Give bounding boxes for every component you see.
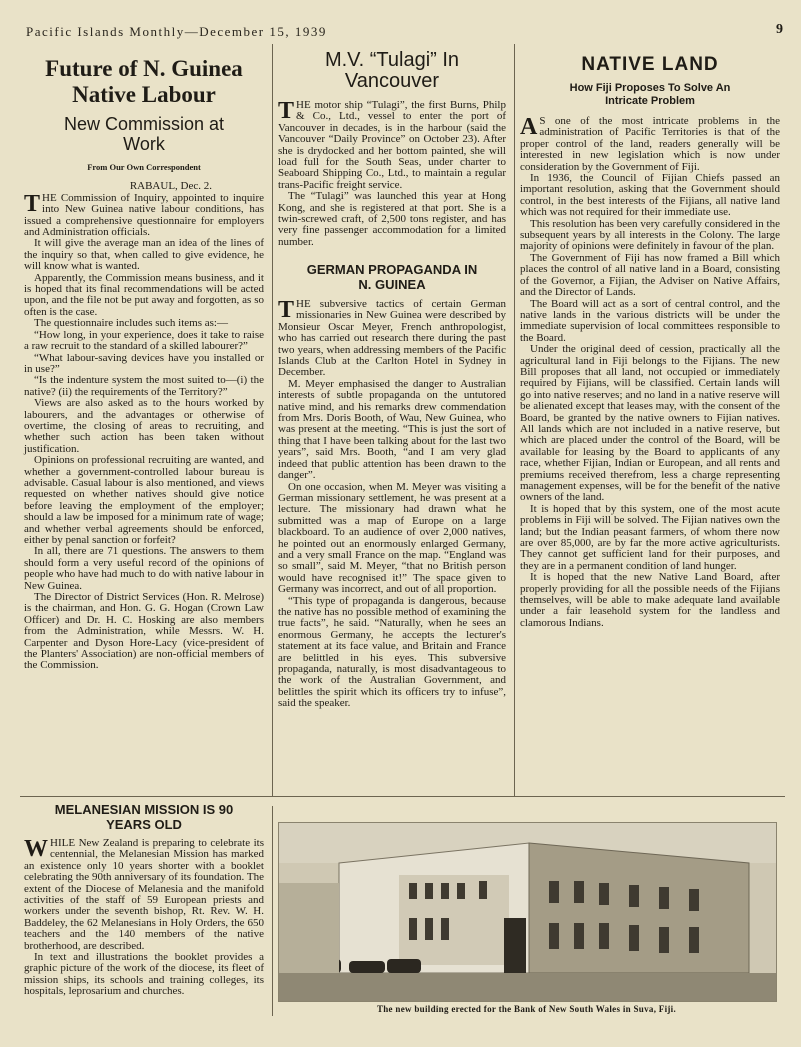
article-title: Future of N. Guinea Native Labour — [45, 56, 243, 107]
paragraph — [24, 592, 264, 672]
paragraph-text: S one of the most intricate problems in the administration of Pacific Territories is that of the proper control of the land, readers generally will be interested in new legislation which is now under consideration by the Government of Fiji. — [520, 115, 780, 173]
paragraph — [24, 330, 264, 353]
paragraph-text: Views are also asked as to the hours worked by labourers, and the advantages or otherwise of overtime, the closing of areas to recruiting, and whether such action has been taken without justification. — [24, 397, 264, 455]
paragraph — [520, 572, 780, 629]
article-title: GERMAN PROPAGANDA IN N. GUINEA — [306, 262, 478, 292]
byline: From Our Own Correspondent — [87, 162, 201, 172]
paragraph — [24, 546, 264, 592]
paragraph — [520, 173, 780, 219]
drop-cap: A — [520, 114, 538, 140]
drop-cap: T — [278, 98, 295, 124]
paragraph — [24, 238, 264, 272]
drop-cap: T — [24, 190, 41, 217]
paragraph — [278, 482, 506, 596]
running-header: Pacific Islands Monthly—December 15, 1939 — [26, 24, 327, 39]
paragraph-text: “How long, in your experience, does it take to raise a raw recruit to the standard of a skilled labourer?” — [24, 328, 264, 353]
paragraph — [278, 191, 506, 248]
drop-cap: W — [24, 836, 48, 862]
paragraph-text: “This type of propaganda is dangerous, because the native has no possible method of examining the true facts”, he said. “Naturally, when he sees an enormous Germany, he accepts the lecturer's statement at its face value, and Britain and France are belittled in his eyes. This subversive propaganda, naturally, is most disadvantageous to the work of the Australian Government, and belittles the spirit which its officers try to infuse”, said the speaker. — [278, 594, 506, 710]
article-subtitle: New Commission at Work — [63, 114, 225, 154]
paragraph-text: In all, there are 71 questions. The answers to them should form a very useful record of the opinions of people who have had much to do with native labour in New Guinea. — [24, 545, 264, 592]
paragraph-text: It will give the average man an idea of the lines of the inquiry so that, when called to give evidence, he will know what is wanted. — [24, 237, 264, 273]
drop-cap: T — [278, 297, 295, 323]
paragraph — [24, 273, 264, 319]
article-tulagi-vancouver — [278, 50, 506, 248]
paragraph-text: HE motor ship “Tulagi”, the first Burns, Philp & Co., Ltd., vessel to enter the port of Vancouver in decades, is in the harbour (said the Vancouver “Daily Province” on October 23). After she is drydocked and her bottom painted, she will load full for the South Seas, under charter to Seaboard Shipping Co., Ltd., to maintain a regular trans-Pacific freight service. — [278, 99, 506, 191]
paragraph-text: HE subversive tactics of certain German missionaries in New Guinea were described by Monsieur Oscar Meyer, French anthropologist, who has carried out research there during the past two years, when addressing members of the Pacific Islands Club at the Carlton Hotel in Sydney in December. — [278, 298, 506, 379]
paragraph — [24, 353, 264, 376]
article-title: MELANESIAN MISSION IS 90 YEARS OLD — [54, 802, 234, 832]
building-illustration — [279, 823, 776, 1001]
paragraph-text: Apparently, the Commission means business, and it is hoped that its final recommendations will be acted upon, and the file not be put away and forgotten, as so often is the case. — [24, 271, 264, 318]
horizontal-rule — [20, 796, 785, 797]
article-subtitle: How Fiji Proposes To Solve An Intricate Problem — [569, 82, 731, 107]
paragraph-text: The “Tulagi” was launched this year at Hong Kong, and she is registered at that port. She is a twin-screwed craft, of 2,500 tons register, and has very fine passenger accommodation for a limited number. — [278, 190, 506, 248]
bank-building-photo — [278, 822, 777, 1002]
paragraph-text: “What labour-saving devices have you installed or in use?” — [24, 351, 264, 375]
article-body — [520, 116, 780, 629]
column-rule — [514, 44, 515, 796]
paragraph — [520, 219, 780, 253]
article-body — [24, 838, 264, 998]
paragraph — [24, 455, 264, 546]
paragraph-text: It is hoped that the new Native Land Board, after properly providing for all the possible needs of the Fijians themselves, will be able to make adequate land available under a fair leasehold system for the landless and clamorous Indians. — [520, 571, 780, 629]
paragraph — [24, 190, 264, 239]
paragraph — [24, 375, 264, 398]
paragraph-text: This resolution has been very carefully considered in the subsequent years by all interests in the Colony. The large majority of opinions were definitely in favour of the plan. — [520, 217, 780, 253]
paragraph-text: Under the original deed of cession, practically all the agricultural land in Fiji belongs to the Fijians. The new Bill proposes that all land, not occupied or immediately required by Fijians, will be classified. Certain lands will go into native reserves; and no land in a native reserve will be alienated except that leases may, with the consent of the Board, be granted by the native owners to Fijian natives. All lands which are not included in a native reserve, but which are placed under the control of the Board, will be available for leasing by the Board to applicants of any race, whether Fijian, Indian or European, and all rents and premiums received therefrom, less a charge representing management expenses, will be for the benefit of the native owners of the land. — [520, 343, 780, 504]
paragraph — [278, 379, 506, 482]
paragraph-text: The questionnaire includes such items as:— — [34, 317, 228, 330]
article-body — [278, 100, 506, 248]
paragraph — [24, 398, 264, 455]
article-body — [278, 299, 506, 710]
article-title: NATIVE LAND — [581, 54, 719, 75]
paragraph — [520, 253, 780, 299]
paragraph-text: The Government of Fiji has now framed a Bill which places the control of all native land in a Board, consisting of the Governor, a Fijian, the Adviser on Native Affairs, and the Director of Lands. — [520, 251, 780, 299]
column-rule — [272, 44, 273, 796]
article-future-of-new-guinea — [24, 56, 264, 672]
paragraph — [278, 100, 506, 191]
paragraph-text: The Director of District Services (Hon. R. Melrose) is the chairman, and Hon. G. G. Hogan (Crown Law Officer) and Dr. H. C. Hosking are also members from the Administration, while Messrs. W. H. Carpenter and Dyson Hore-Lacy (vice-president of the Planters' Association) are non-official members of the Commission. — [24, 591, 264, 672]
article-native-land — [520, 54, 780, 629]
page-number: 9 — [776, 22, 783, 37]
dateline: RABAUL, Dec. 2. — [129, 180, 212, 193]
paragraph-text: The Board will act as a sort of central control, and the native lands in the various districts will be under the immediate supervision of local committees responsible to the Board. — [520, 297, 780, 344]
paragraph — [278, 596, 506, 710]
column-rule — [272, 806, 273, 1016]
paragraph-text: M. Meyer emphasised the danger to Australian interests of subtle propaganda on the untutored native mind, and his remarks drew commendation from Mrs. Doris Booth, of Wau, New Guinea, who was present at the meeting. “This is just the sort of thing that I have been talking about for the last two years”, said Mrs. Booth, “and I am very glad indeed that public attention has been drawn to the danger”. — [278, 377, 506, 482]
article-melanesian-mission — [24, 802, 264, 998]
paragraph-text: In 1936, the Council of Fijian Chiefs passed an important resolution, asking that the Government should control, in the best interests of the Fijians, all native land which was not required for their immediate use. — [520, 172, 780, 219]
photo-caption: The new building erected for the Bank of New South Wales in Suva, Fiji. — [376, 1004, 677, 1014]
article-body — [24, 190, 264, 672]
paragraph — [24, 838, 264, 952]
paragraph-text: Opinions on professional recruiting are wanted, and whether a government-controlled labour bureau is advisable. Casual labour is also mentioned, and views requested on whether natives should give notice before leaving the employment of the employer; should a law be imposed for a minimum rate of wage; and whether verbal agreements should be enforced, either by penal sanction or forfeit? — [24, 454, 264, 546]
paragraph-text: HILE New Zealand is preparing to celebrate its centennial, the Melanesian Mission has marked an existence only 10 years shorter with a booklet celebrating the 90th anniversary of its foundation. The extent of the Diocese of Melanesia and the manifold activities of the staff of 59 European priests and workers under the seventh bishop, Rt. Rev. W. H. Baddeley, the 62 Melanesians in Holy Orders, the 650 teachers and the 140 members of the native brotherhood, are described. — [24, 837, 264, 952]
paragraph-text: It is hoped that by this system, one of the most acute problems in Fiji will be solved. The Fijian natives own the land; but the Indian peasant farmers, of whom there now are over 85,000, are by far the more active agriculturists. They cannot get sufficient land for their purposes, and they are in a permanent condition of land hunger. — [520, 502, 780, 572]
article-german-propaganda — [278, 262, 506, 710]
paragraph-text: “Is the indenture system the most suited to—(i) the native? (ii) the requirements of the Territory?” — [24, 374, 264, 398]
paragraph — [520, 344, 780, 504]
paragraph-text: On one occasion, when M. Meyer was visiting a German missionary settlement, he was present at a lecture. The missionary had drawn what he submitted was a map of Europe on a large blackboard. To an audience of over 2,000 natives, he pointed out an enormously enlarged Germany, and a very small France on the map. “England was so small”, said M. Meyer, “that no British person would have recognised it!” The space given to Germany was incorrect, and out of all proportion. — [278, 480, 506, 596]
paragraph — [24, 952, 264, 998]
paragraph — [278, 299, 506, 379]
paragraph — [520, 116, 780, 173]
paragraph — [520, 504, 780, 572]
paragraph-text: In text and illustrations the booklet provides a graphic picture of the work of the diocese, its fleet of mission ships, its schools and training colleges, its hospitals, leprosarium and churches. — [24, 951, 264, 998]
paragraph — [520, 299, 780, 345]
article-title: M.V. “Tulagi” In Vancouver — [324, 49, 460, 92]
paragraph-text: HE Commission of Inquiry, appointed to inquire into New Guinea native labour conditions, has issued a comprehensive questionnaire for employers and Administration officials. — [24, 191, 264, 239]
